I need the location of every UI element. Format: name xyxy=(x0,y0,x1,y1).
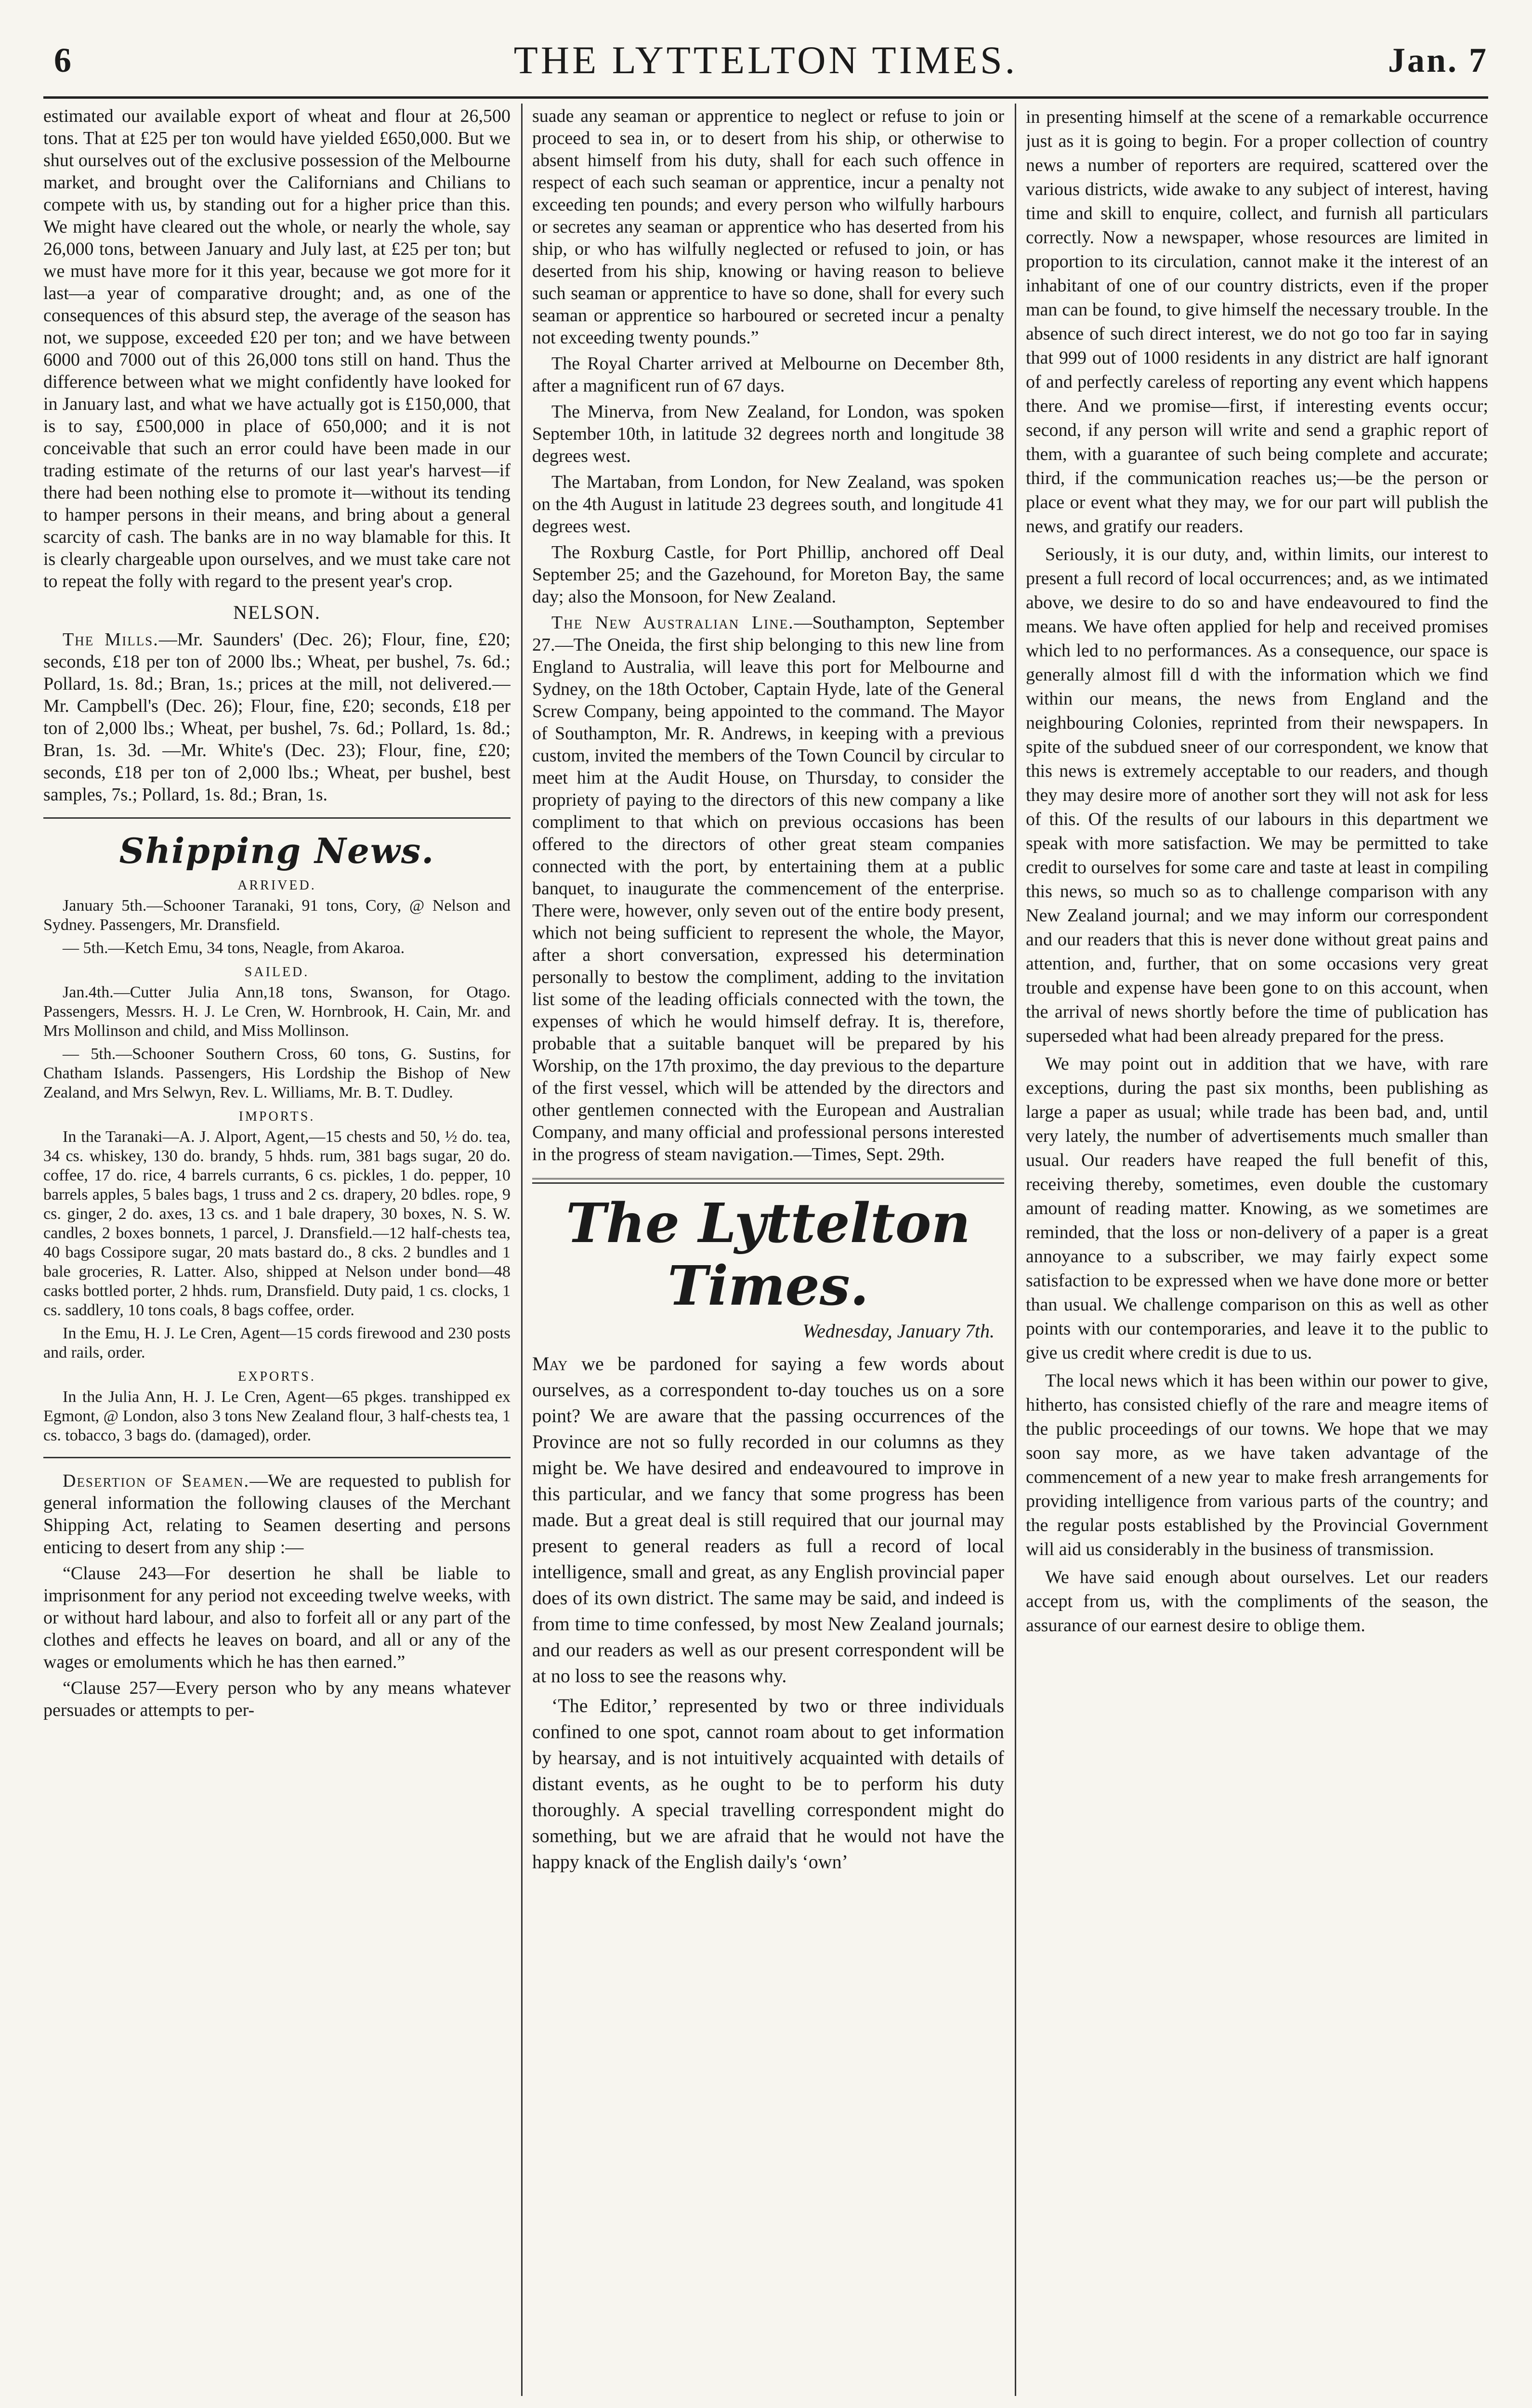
section-divider xyxy=(43,1457,511,1458)
column-1 xyxy=(43,105,511,2397)
nelson-heading: NELSON. xyxy=(233,602,321,623)
sailing-entry: — 5th.—Schooner Southern Cross, 60 tons, G. Sustins, for Chatham Islands. Passengers, His Lordship the Bishop of New Zealand, and Mrs Selwyn, Rev. L. Williams, Mr. B. T. Dudley. xyxy=(43,1045,511,1101)
section-divider xyxy=(43,817,511,819)
column-2 xyxy=(532,105,1004,2397)
editorial-dateline: Wednesday, January 7th. xyxy=(802,1320,995,1342)
editorial-paragraph: We have said enough about ourselves. Let our readers accept from us, with the compliments of the season, the assurance of our earnest desire to oblige them. xyxy=(1026,1567,1488,1636)
arrival-entry: January 5th.—Schooner Taranaki, 91 tons, Cory, @ Nelson and Sydney. Passengers, Mr. Dransfield. xyxy=(43,897,511,934)
editorial-lead-word: May xyxy=(532,1353,568,1374)
desertion-lead: Desertion of Seamen. xyxy=(63,1471,250,1491)
minerva-item: The Minerva, from New Zealand, for London, was spoken September 10th, in latitude 32 degrees north and longitude 38 degrees west. xyxy=(532,402,1004,466)
arrival-entry: — 5th.—Ketch Emu, 34 tons, Neagle, from Akaroa. xyxy=(63,939,405,957)
export-entry: In the Julia Ann, H. J. Le Cren, Agent—65 pkges. transhipped ex Egmont, @ London, also 3 tons New Zealand flour, 3 half-chests tea, 1 cs. tobacco, 3 bags do. (damaged), order. xyxy=(43,1388,511,1444)
editorial-divider xyxy=(532,1178,1004,1184)
column-3 xyxy=(1026,105,1488,2397)
newspaper-title: THE LYTTELTON TIMES. xyxy=(513,38,1018,82)
editorial-paragraph: in presenting himself at the scene of a remarkable occurrence just as it is going to begin. For a proper collection of country news a number of reporters are required, scattered over the various districts, wide awake to any subject of interest, having time and skill to enquire, collect, and furnish all particulars correctly. Now a newspaper, whose resources are limited in proportion to its circulation, cannot make it the interest of an inhabitant of one of our country districts, even if the proper man can be found, to give himself the necessary trouble. In the absence of such direct interest, we do not go too far in saying that 999 out of 1000 residents in any district are half ignorant of and perfectly careless of reporting any event which happens there. And we promise—first, if interesting events occur; second, if any person will write and send a graphic report of them, with a guarantee of such being complete and accurate; third, if the communication reaches us;—be the person or place or event what they may, we for our part will publish the news, and gratify our readers. xyxy=(1026,107,1488,537)
mills-lead: The Mills. xyxy=(63,629,159,650)
arrived-heading: ARRIVED. xyxy=(237,878,316,893)
import-entry: In the Taranaki—A. J. Alport, Agent,—15 chests and 50, ½ do. tea, 34 cs. whiskey, 130 do. brandy, 5 hhds. rum, 381 bags sugar, 20 do. coffee, 17 do. rice, 4 barrels currants, 6 cs. pickles, 1 do. pepper, 10 barrels apples, 5 bales bags, 1 truss and 2 cs. drapery, 20 bdles. rope, 9 cs. ginger, 2 do. axes, 13 cs. and 1 bale drapery, 30 boxes, N. S. W. candles, 2 boxes bonnets, 1 parcel, J. Dransfield.—12 half-chests tea, 40 bags Cossipore sugar, 20 mats bastard do., 8 cks. 2 bundles and 1 bale groceries, R. Latter. Also, shipped at Nelson under bond—48 casks bottled porter, 2 hhds. rum, Dransfield. Duty paid, 1 cs. clocks, 1 cs. saddlery, 10 tons coals, 8 bags coffee, order. xyxy=(43,1128,511,1319)
editorial-text: we be pardoned for saying a few words about ourselves, as a correspondent to-day touches us on a sore point? We are aware that the passing occurrences of the Province are not so fully recorded in our columns as they might be. We have desired and endeavoured to improve in this particular, and we fancy that some progress has been made. But a great deal is still required that our journal may present to general readers as full a record of local intelligence, small and great, as any English provincial paper does of its own district. The same may be said, and indeed is from time to time confessed, by most New Zealand journals; and our readers as well as our present correspondent will be at no loss to see the reasons why. xyxy=(532,1353,1004,1687)
australian-line-article xyxy=(532,612,1004,1165)
exports-heading: EXPORTS. xyxy=(238,1369,316,1384)
clause-257: “Clause 257—Every person who by any means whatever persuades or attempts to per- xyxy=(43,1678,511,1720)
roxburg-castle-item: The Roxburg Castle, for Port Phillip, anchored off Deal September 25; and the Gazehound, for Moreton Bay, the same day; also the Monsoon, for New Zealand. xyxy=(532,542,1004,607)
australian-line-text: —Southampton, September 27.—The Oneida, the first ship belonging to this new line from England to Australia, will leave this port for Melbourne and Sydney, on the 18th October, Captain Hyde, late of the General Screw Company, being appointed to the command. The Mayor of Southampton, Mr. R. Andrews, in keeping with a previous custom, invited the members of the Town Council by circular to meet him at the Audit House, on Thursday, to consider the propriety of paying to the directors of this new company a like compliment to that which on previous occasions has been offered to the directors of other great steam companies connected with the port, by entertaining them at a public banquet, to inaugurate the commencement of the enterprise. There were, however, only seven out of the entire body present, which not being sufficient to represent the whole, the Mayor, after a short conversation, expressed his determination personally to bestow the compliment, adding to the invitation list some of the leading officials connected with the town, the expenses of which he would himself defray. It is, therefore, probable that a suitable banquet will be prepared by his Worship, on the 17th proximo, the day previous to the departure of the first vessel, which will be attended by the directors and other gentlemen connected with the European and Australian Company, and many official and professional persons interested in the progress of steam navigation.—Times, Sept. 29th. xyxy=(532,613,1004,1165)
sailed-heading: SAILED. xyxy=(244,965,310,980)
martaban-item: The Martaban, from London, for New Zealand, was spoken on the 4th August in latitude 23 degrees south, and longitude 41 degrees west. xyxy=(532,472,1004,537)
editorial-masthead: The Lyttelton Times. xyxy=(566,1192,970,1318)
desertion-text: —We are requested to publish for general information the following clauses of the Merchant Shipping Act, relating to Seamen deserting and persons enticing to desert from any ship :— xyxy=(43,1471,511,1557)
page-number: 6 xyxy=(54,41,71,79)
desertion-notice xyxy=(43,1470,511,1558)
shipping-news-heading: Shipping News. xyxy=(119,830,435,871)
clause-243: “Clause 243—For desertion he shall be liable to imprisonment for any period not exceeding twelve weeks, with or without hard labour, and also to forfeit all or any part of the clothes and effects he leaves on board, and all or any of the wages or emoluments which he has then earned.” xyxy=(43,1563,511,1672)
royal-charter-item: The Royal Charter arrived at Melbourne on December 8th, after a magnificent run of 67 days. xyxy=(532,353,1004,396)
column-rule xyxy=(521,104,523,2396)
import-entry: In the Emu, H. J. Le Cren, Agent—15 cords firewood and 230 posts and rails, order. xyxy=(43,1324,511,1361)
imports-heading: IMPORTS. xyxy=(238,1109,315,1124)
editorial-paragraph: ‘The Editor,’ represented by two or three individuals confined to one spot, cannot roam about to get information by hearsay, and is not intuitively acquainted with details of distant events, as he ought to be to perform his duty thoroughly. A special travelling correspondent might do something, but we are afraid that he would not have the happy knack of the English daily's ‘own’ xyxy=(532,1695,1004,1872)
nelson-mills-report xyxy=(43,628,511,806)
editorial-paragraph xyxy=(532,1351,1004,1689)
editorial-paragraph: We may point out in addition that we have, with rare exceptions, during the past six months, been publishing as large a paper as usual; while trade has been bad, and, until very lately, the number of advertisements much smaller than usual. Our readers have reaped the full benefit of this, receiving thereby, sometimes, even double the customary amount of reading matter. Knowing, as we sometimes are reminded, that the loss or non-delivery of a paper is a great annoyance to a subscriber, we may fairly expect some satisfaction to be expressed when we have done more or better than usual. We challenge comparison on this as well as other points with our contemporaries, and leave it to the public to give us credit where credit is due to us. xyxy=(1026,1054,1488,1363)
header-rule xyxy=(43,96,1488,99)
page-header xyxy=(43,38,1488,91)
australian-line-lead: The New Australian Line. xyxy=(551,613,794,633)
issue-date: Jan. 7 xyxy=(1388,41,1488,79)
mills-text: —Mr. Saunders' (Dec. 26); Flour, fine, £20; seconds, £18 per ton of 2000 lbs.; Wheat, per bushel, 7s. 6d.; Pollard, 1s. 8d.; Bran, 1s.; prices at the mill, not delivered.—Mr. Campbell's (Dec. 26); Flour, fine, £20; seconds, £18 per ton of 2,000 lbs.; Wheat, per bushel, 7s. 6d.; Pollard, 1s. 8d.; Bran, 1s. 3d. —Mr. White's (Dec. 23); Flour, fine, £20; seconds, £18 per ton of 2,000 lbs.; Wheat, per bushel, best samples, 7s.; Pollard, 1s. 8d.; Bran, 1s. xyxy=(43,629,511,805)
editorial-paragraph: Seriously, it is our duty, and, within limits, our interest to present a full record of local occurrences; and, as we intimated above, we desire to do so and have endeavoured to find the means. We have often applied for help and received promises which led to no performances. As a consequence, our space is generally almost fill d with the information which we find within our means, the news from England and the neighbouring Colonies, reprinted from their newspapers. In spite of the subdued sneer of our correspondent, we know that this news is extremely acceptable to our readers, and though they may desire more of another sort they will not ask for less of this. Of the results of our labours in this department we speak with more satisfaction. We may be permitted to take credit to ourselves for some care and taste at least in compiling this news, so much so as to challenge comparison with any New Zealand journal; and we may inform our correspondent and our readers that this is never done without great pains and attention, and, further, that on some occasions very great trouble and expense have been gone to on this account, when the arrival of news shortly before the time of publication has superseded what had been already prepared for the press. xyxy=(1026,544,1488,1046)
wheat-export-article: estimated our available export of wheat and flour at 26,500 tons. That at £25 per ton would have yielded £650,000. But we shut ourselves out of the exclusive possession of the Melbourne market, and brought over the Californians and Chilians to compete with us, by standing out for a higher price than this. We might have cleared out the whole, or nearly the whole, say 26,000 tons, between January and July last, at £25 per ton; but we must have more for it this year, because we got more for it last—a year of comparative drought; and, as one of the consequences of this absurd step, the average of the season has not, we suppose, exceeded £20 per ton; and we have between 6000 and 7000 out of this 26,000 tons still on hand. Thus the difference between what we might confidently have looked for in January last, and what we have actually got is £150,000, that is to say, £500,000 in place of 650,000; and it is not conceivable that such an error could have been made in our trading estimate of the returns of our last year's harvest—if there had been nothing else to promote it—without its tending to hamper persons in their means, and bring about a general scarcity of cash. The banks are in no way blamable for this. It is clearly chargeable upon ourselves, and we must take care not to repeat the folly with regard to the present year's crop. xyxy=(43,106,511,591)
column-rule xyxy=(1015,104,1016,2396)
clause-257-continued: suade any seaman or apprentice to neglect or refuse to join or proceed to sea in, or to desert from his ship, or otherwise to absent himself from his duty, shall for each such offence in respect of each such seaman or apprentice, incur a penalty not exceeding ten pounds; and every person who wilfully harbours or secretes any seaman or apprentice who has deserted from his ship, or who has wilfully neglected or refused to join, or has deserted from his ship, knowing or having reason to believe such seaman or apprentice to have so done, shall for every such seaman or apprentice so harboured or secreted incur a penalty not exceeding twenty pounds.” xyxy=(532,106,1004,348)
editorial-paragraph: The local news which it has been within our power to give, hitherto, has consisted chiefly of the rare and meagre items of the public proceedings of our towns. We hope that we may soon say more, as we have taken advantage of the commencement of a new year to make fresh arrangements for providing intelligence from various parts of the country; and the regular posts established by the Provincial Government will aid us considerably in the business of transmission. xyxy=(1026,1371,1488,1559)
sailing-entry: Jan.4th.—Cutter Julia Ann,18 tons, Swanson, for Otago. Passengers, Messrs. H. J. Le Cren, W. Hornbrook, H. Cain, Mr. and Mrs Mollinson and child, and Miss Mollinson. xyxy=(43,983,511,1040)
